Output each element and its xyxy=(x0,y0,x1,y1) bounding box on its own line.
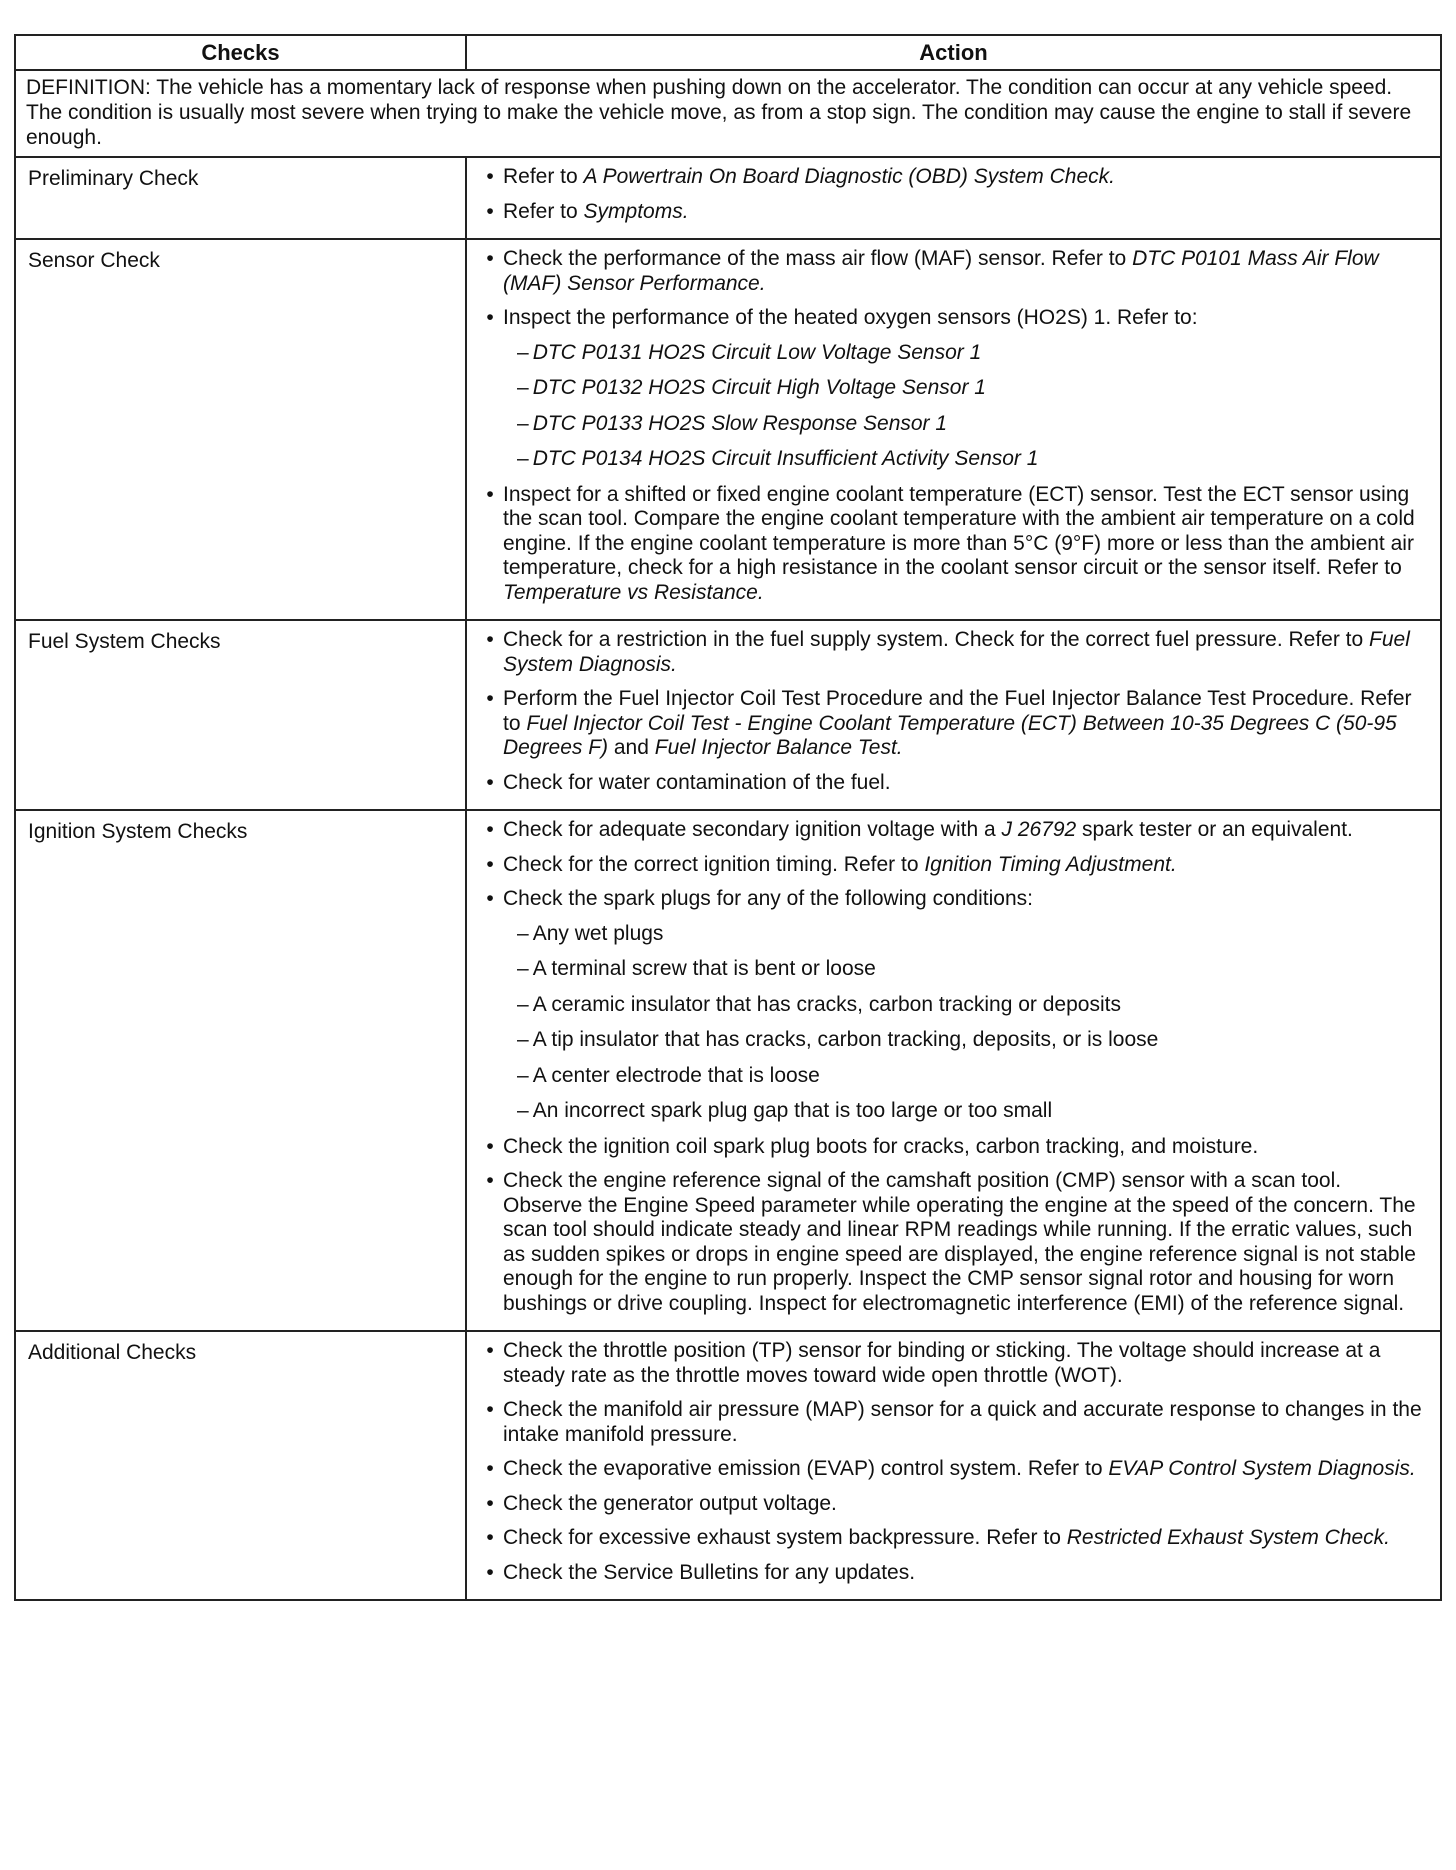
action-item xyxy=(486,852,1426,878)
reference-link-text: DTC P0131 HO2S Circuit Low Voltage Sensor 1 xyxy=(532,340,982,364)
action-text: Inspect the performance of the heated oxygen sensors (HO2S) 1. Refer to: xyxy=(503,306,1198,329)
bullet-icon: • xyxy=(486,852,494,876)
dash-icon: – xyxy=(517,447,529,470)
bullet-icon: • xyxy=(486,1398,494,1421)
bullet-icon: • xyxy=(486,306,494,329)
reference-link-text: DTC P0101 Mass Air Flow (MAF) Sensor Performance. xyxy=(503,247,1379,295)
section-actions xyxy=(467,1332,1440,1599)
action-item xyxy=(486,1526,1426,1551)
section-label: Ignition System Checks xyxy=(16,811,467,1330)
bullet-icon: • xyxy=(486,199,494,223)
dash-icon: – xyxy=(517,921,529,945)
section-actions xyxy=(467,811,1440,1330)
action-text: Check for excessive exhaust system backpressure. Refer to xyxy=(503,1526,1067,1549)
reference-link-text: Symptoms. xyxy=(583,199,689,223)
bullet-icon: • xyxy=(486,687,494,710)
action-text: Check for water contamination of the fuel. xyxy=(503,770,891,794)
action-item xyxy=(486,770,1426,796)
action-item xyxy=(486,1491,1426,1517)
action-text: spark tester or an equivalent. xyxy=(1076,818,1353,841)
action-text: Check for the correct ignition timing. Refer to xyxy=(503,852,925,876)
dash-icon: – xyxy=(517,1099,529,1122)
diagnostic-table xyxy=(14,34,1442,1601)
sub-item xyxy=(517,376,1426,401)
sub-item-text: An incorrect spark plug gap that is too large or too small xyxy=(532,1099,1053,1122)
action-text: Check the engine reference signal of the camshaft position (CMP) sensor with a scan tool. Observe the Engine Speed parameter while operating the engine at the speed of the concern. The scan tool should indicate steady and linear RPM readings while running. If the erratic values, such as sudden spikes or drops in engine speed are displayed, the engine reference signal is not stable enough for the engine to run properly. Inspect the CMP sensor signal rotor and housing for worn bushings or drive coupling. Inspect for electromagnetic interference (EMI) of the reference signal. xyxy=(503,1169,1416,1315)
definition-text: DEFINITION: The vehicle has a momentary lack of response when pushing down on the accelerator. The condition can occur at any vehicle speed. The condition is usually most severe when trying to make the vehicle move, as from a stop sign. The condition may cause the engine to stall if severe enough. xyxy=(26,76,1412,149)
action-text: Check the evaporative emission (EVAP) control system. Refer to xyxy=(503,1457,1109,1480)
sub-item xyxy=(517,1064,1426,1089)
sub-item xyxy=(517,957,1426,982)
sub-item xyxy=(517,412,1426,437)
sub-item xyxy=(517,341,1426,366)
reference-link-text: J 26792 xyxy=(1001,818,1077,841)
reference-link-text: Temperature vs Resistance. xyxy=(503,580,764,604)
sub-item xyxy=(517,993,1426,1018)
reference-link-text: Fuel System Diagnosis. xyxy=(503,628,1410,676)
bullet-icon: • xyxy=(486,818,494,841)
action-text: Perform the Fuel Injector Coil Test Procedure and the Fuel Injector Balance Test Procedure. Refer to xyxy=(503,687,1412,735)
section-row xyxy=(16,809,1440,1330)
section-actions xyxy=(467,621,1440,809)
action-item xyxy=(486,687,1426,761)
action-text: Refer to xyxy=(503,199,584,223)
section-row xyxy=(16,156,1440,238)
sub-item xyxy=(517,922,1426,947)
reference-link-text: Ignition Timing Adjustment. xyxy=(924,852,1177,876)
sections-container xyxy=(16,156,1440,1599)
reference-link-text: EVAP Control System Diagnosis. xyxy=(1108,1457,1416,1480)
action-text: Check the throttle position (TP) sensor for binding or sticking. The voltage should increase at a steady rate as the throttle moves toward wide open throttle (WOT). xyxy=(503,1339,1381,1387)
reference-link-text: DTC P0132 HO2S Circuit High Voltage Sensor 1 xyxy=(532,376,986,399)
dash-icon: – xyxy=(517,992,529,1016)
definition-row xyxy=(16,69,1440,156)
action-text: Check the manifold air pressure (MAP) sensor for a quick and accurate response to changes in the intake manifold pressure. xyxy=(503,1398,1422,1446)
action-text: Check the spark plugs for any of the following conditions: xyxy=(503,887,1033,910)
action-item xyxy=(486,199,1426,225)
section-label: Additional Checks xyxy=(16,1332,467,1599)
sub-item xyxy=(517,1099,1426,1124)
bullet-icon: • xyxy=(486,165,494,188)
action-text: Check the Service Bulletins for any updates. xyxy=(503,1560,916,1584)
action-column-header: Action xyxy=(919,39,988,65)
reference-link-text: Restricted Exhaust System Check. xyxy=(1066,1526,1391,1549)
bullet-icon: • xyxy=(486,1339,494,1362)
sub-item-text: A tip insulator that has cracks, carbon tracking, deposits, or is loose xyxy=(532,1028,1159,1051)
section-actions xyxy=(467,240,1440,619)
action-item xyxy=(486,306,1426,331)
action-item xyxy=(486,1169,1426,1316)
action-text: Check for a restriction in the fuel supply system. Check for the correct fuel pressure. Refer to xyxy=(503,628,1370,651)
bullet-icon: • xyxy=(486,1457,494,1480)
action-item xyxy=(486,1398,1426,1447)
action-item xyxy=(486,1134,1426,1160)
reference-link-text: A Powertrain On Board Diagnostic (OBD) System Check. xyxy=(583,165,1115,188)
reference-link-text: Fuel Injector Coil Test - Engine Coolant Temperature (ECT) Between 10-35 Degrees C (50-95 Degrees F) xyxy=(503,711,1397,759)
dash-icon: – xyxy=(517,340,529,364)
action-text: Check the performance of the mass air flow (MAF) sensor. Refer to xyxy=(503,247,1133,270)
dash-icon: – xyxy=(517,376,529,399)
action-text: and xyxy=(608,736,655,759)
action-item xyxy=(486,482,1426,606)
section-row xyxy=(16,619,1440,809)
action-text: Check the ignition coil spark plug boots for cracks, carbon tracking, and moisture. xyxy=(503,1134,1259,1158)
bullet-icon: • xyxy=(486,482,494,506)
action-item xyxy=(486,247,1426,296)
section-label: Sensor Check xyxy=(16,240,467,619)
sub-item-text: Any wet plugs xyxy=(532,921,664,945)
reference-link-text: DTC P0134 HO2S Circuit Insufficient Activity Sensor 1 xyxy=(532,447,1039,470)
action-text: Check the generator output voltage. xyxy=(503,1491,837,1515)
bullet-icon: • xyxy=(486,628,494,651)
dash-icon: – xyxy=(517,1063,529,1087)
dash-icon: – xyxy=(517,957,529,980)
action-item xyxy=(486,1339,1426,1388)
section-row xyxy=(16,1330,1440,1599)
action-item xyxy=(486,1457,1426,1482)
section-label: Preliminary Check xyxy=(16,158,467,238)
action-text: Refer to xyxy=(503,165,584,188)
section-row xyxy=(16,238,1440,619)
action-text: Check for adequate secondary ignition voltage with a xyxy=(503,818,1002,841)
dash-icon: – xyxy=(517,411,529,435)
bullet-icon: • xyxy=(486,247,494,270)
section-actions xyxy=(467,158,1440,238)
sub-item-text: A ceramic insulator that has cracks, carbon tracking or deposits xyxy=(532,992,1121,1016)
bullet-icon: • xyxy=(486,887,494,910)
sub-item xyxy=(517,447,1426,472)
bullet-icon: • xyxy=(486,770,494,794)
bullet-icon: • xyxy=(486,1134,494,1158)
reference-link-text: Fuel Injector Balance Test. xyxy=(654,736,903,759)
action-item xyxy=(486,628,1426,677)
sub-item xyxy=(517,1028,1426,1053)
action-item xyxy=(486,818,1426,843)
sub-item-text: A center electrode that is loose xyxy=(532,1063,820,1087)
action-item xyxy=(486,887,1426,912)
reference-link-text: DTC P0133 HO2S Slow Response Sensor 1 xyxy=(532,411,948,435)
checks-column-header: Checks xyxy=(16,36,467,69)
bullet-icon: • xyxy=(486,1526,494,1549)
dash-icon: – xyxy=(517,1028,529,1051)
section-label: Fuel System Checks xyxy=(16,621,467,809)
bullet-icon: • xyxy=(486,1560,494,1584)
action-item xyxy=(486,1560,1426,1586)
sub-item-text: A terminal screw that is bent or loose xyxy=(532,957,876,980)
action-text: Inspect for a shifted or fixed engine coolant temperature (ECT) sensor. Test the ECT sensor using the scan tool. Compare the engine coolant temperature with the ambient air temperature on a cold engine. If the engine coolant temperature is more than 5°C (9°F) more or less than the ambient air temperature, check for a high resistance in the coolant sensor circuit or the sensor itself. Refer to xyxy=(503,482,1415,579)
bullet-icon: • xyxy=(486,1491,494,1515)
table-header-row xyxy=(16,36,1440,69)
bullet-icon: • xyxy=(486,1169,494,1192)
action-item xyxy=(486,165,1426,190)
